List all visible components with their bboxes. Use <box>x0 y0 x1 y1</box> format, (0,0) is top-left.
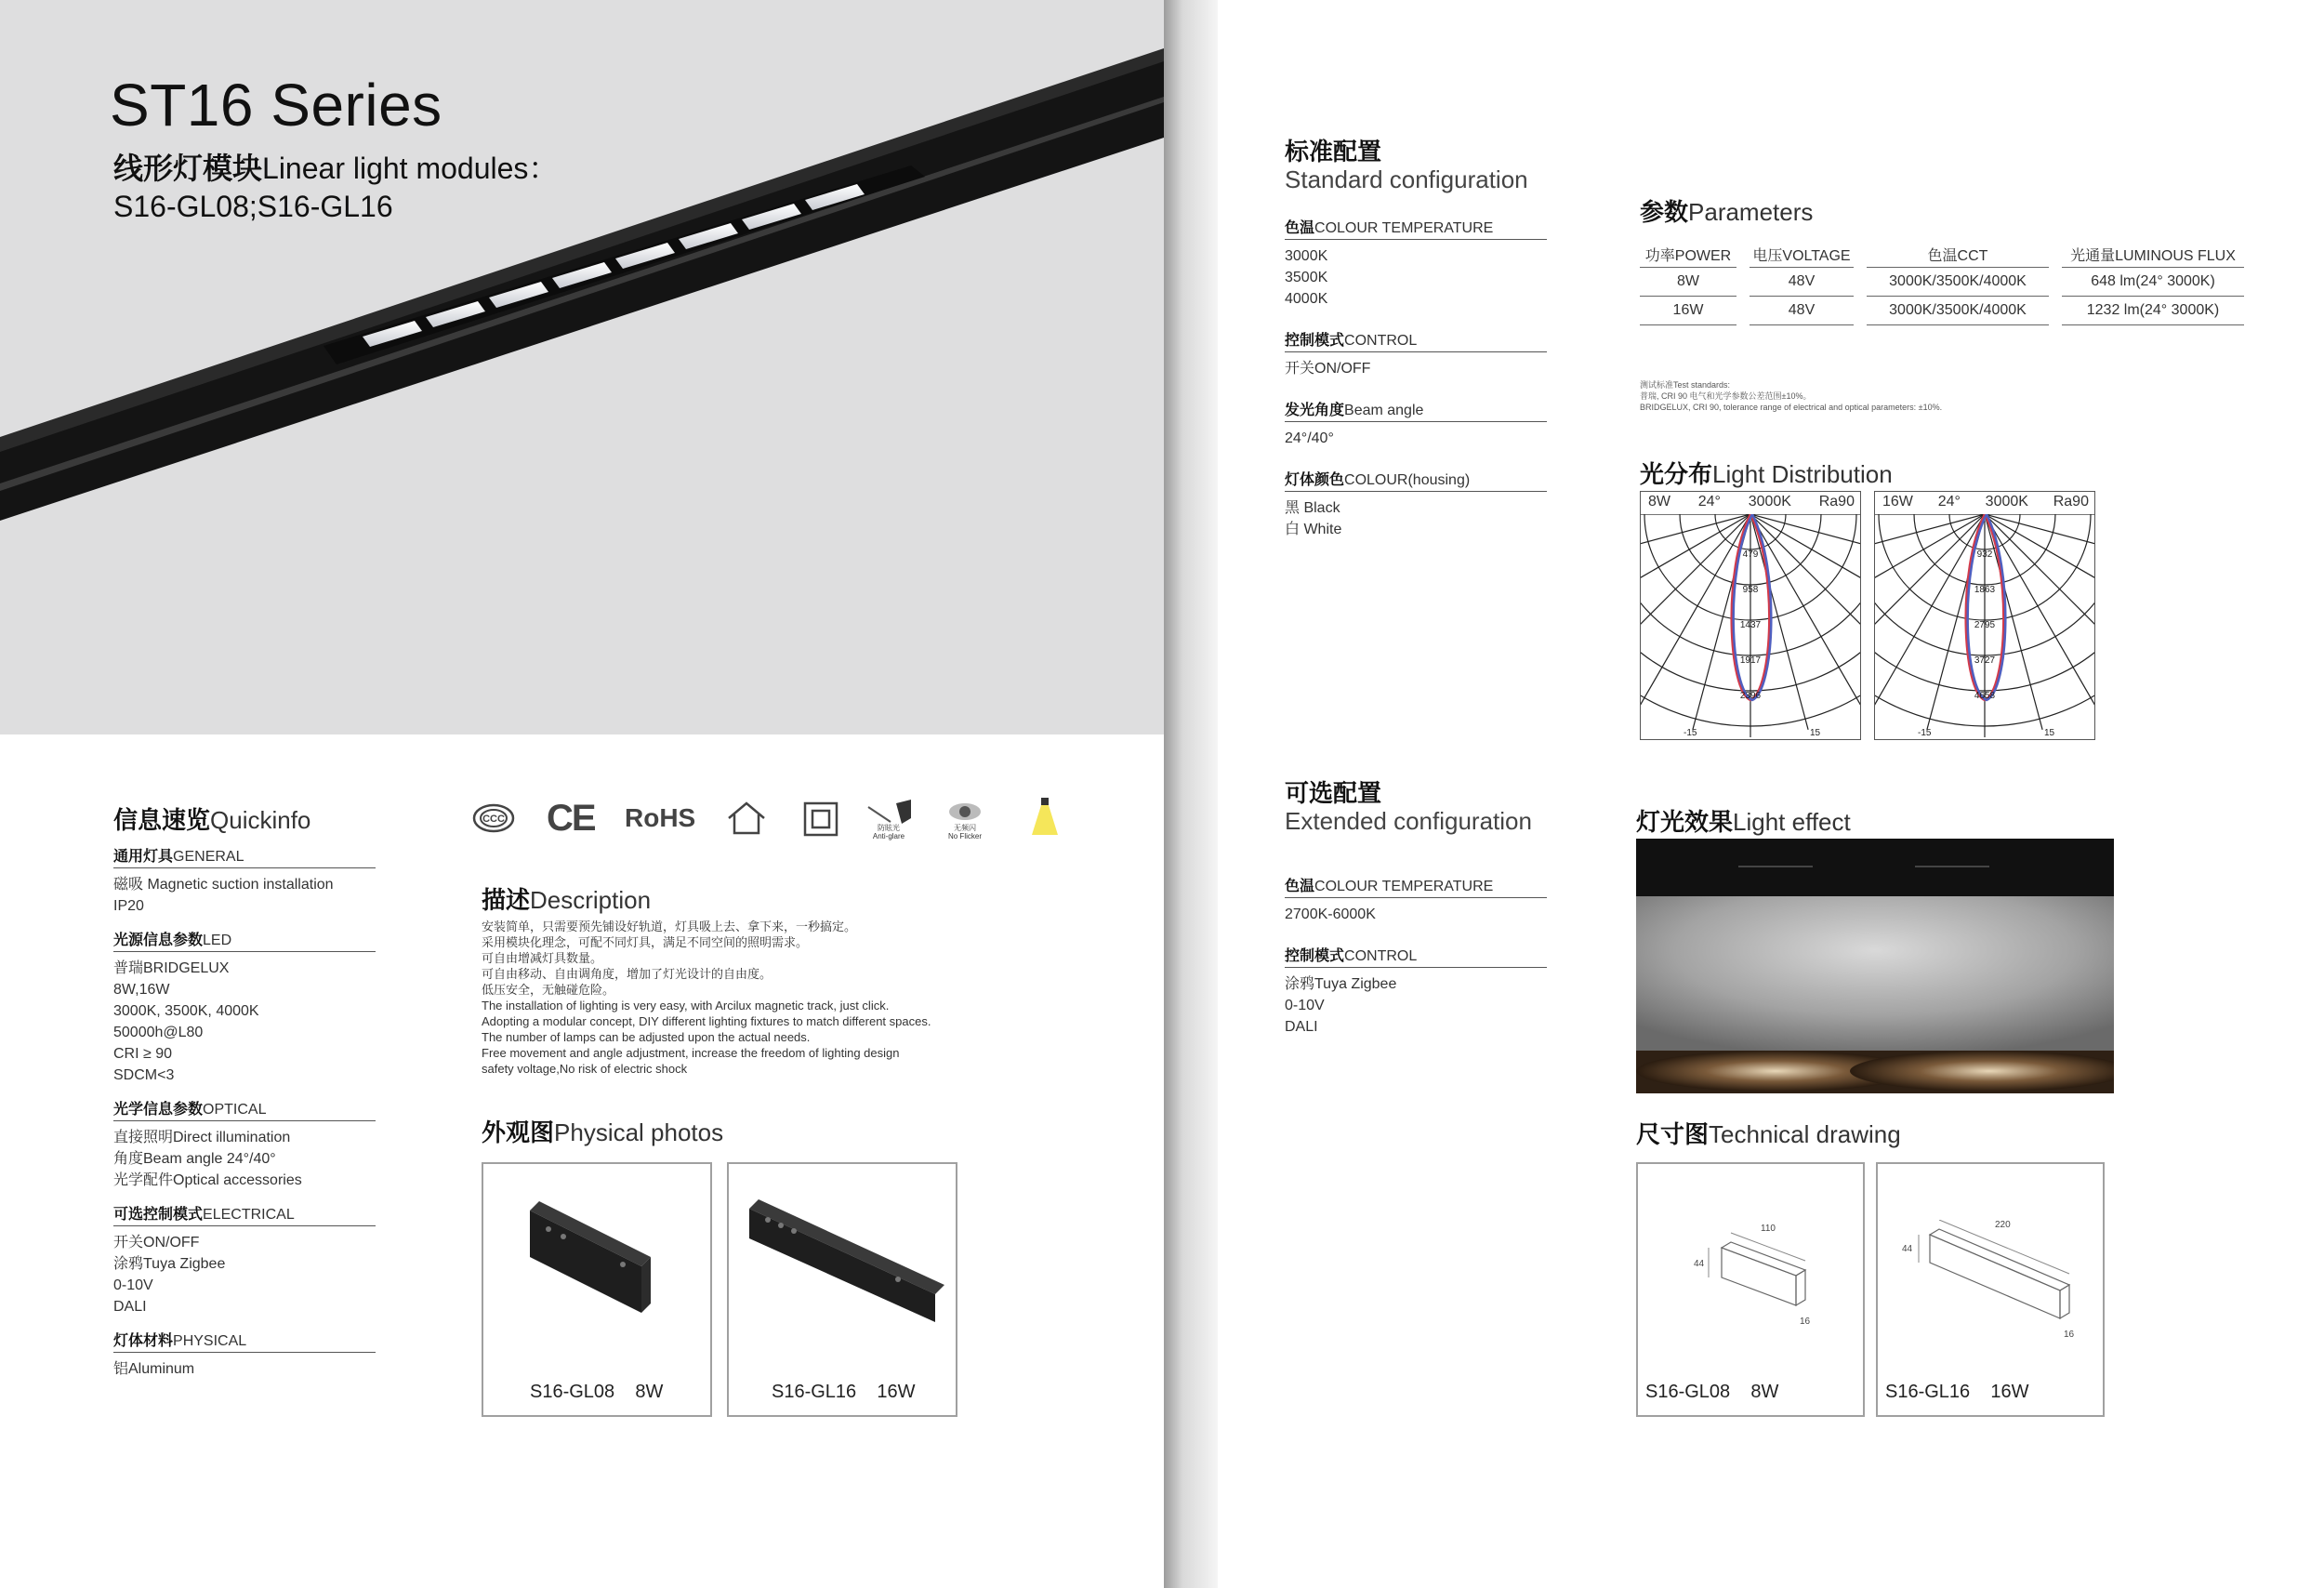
description-line: Free movement and angle adjustment, increase the freedom of lighting design <box>482 1046 900 1060</box>
quickinfo-group-heading: 灯体材料PHYSICAL <box>113 1329 376 1353</box>
quickinfo-line: 角度Beam angle 24°/40° <box>113 1151 276 1167</box>
standard-config-group <box>1285 468 1547 540</box>
angle-label: 15 <box>2044 728 2055 737</box>
standard-config-line: 黑 Black <box>1285 500 1340 516</box>
description-line: 可自由移动、自由调角度，增加了灯光设计的自由度。 <box>482 967 772 981</box>
no-flicker-label: 无频闪 No Flicker <box>947 824 982 840</box>
test-standards-note <box>1640 379 1942 413</box>
ring-label: 3727 <box>1974 655 1996 666</box>
indoor-house-icon <box>725 800 768 837</box>
angle-label: -15 <box>1684 728 1697 737</box>
parameters-header: 色温CCT <box>1867 242 2049 268</box>
rohs-icon: RoHS <box>625 803 696 832</box>
parameters-cell: 8W <box>1640 268 1736 297</box>
description-line: 采用模块化理念，可配不同灯具，满足不同空间的照明需求。 <box>482 935 809 949</box>
extended-config-heading: 可选配置 Extended configuration <box>1285 779 1532 835</box>
ring-label: 4658 <box>1974 691 1996 701</box>
angle-label: -15 <box>1918 728 1932 737</box>
quickinfo-line: DALI <box>113 1299 147 1315</box>
no-flicker-eye-icon <box>946 800 984 824</box>
standard-config-line: 4000K <box>1285 291 1328 307</box>
photo-card-gl16 <box>727 1162 957 1417</box>
quickinfo-line: SDCM<3 <box>113 1067 175 1083</box>
drawing-card-gl16 <box>1876 1162 2105 1417</box>
square-class-icon <box>803 801 838 837</box>
quickinfo-line: IP20 <box>113 898 144 914</box>
parameters-cell: 3000K/3500K/4000K <box>1867 268 2049 297</box>
quickinfo-group-heading: 可选控制模式ELECTRICAL <box>113 1202 376 1226</box>
extended-config-group <box>1285 944 1547 1038</box>
photo-card-gl08 <box>482 1162 712 1417</box>
polar-chart-16W <box>1874 491 2095 740</box>
svg-text:44: 44 <box>1694 1259 1705 1269</box>
light-distribution-charts <box>1640 491 2105 742</box>
extended-config-line: 0-10V <box>1285 998 1325 1013</box>
svg-text:110: 110 <box>1761 1224 1776 1234</box>
parameters-header: 功率POWER <box>1640 242 1736 268</box>
polar-chart-header: 8W 24° 3000K Ra90 <box>1648 494 1855 509</box>
polar-chart-8W <box>1640 491 1861 740</box>
quickinfo-group <box>113 1097 376 1191</box>
polar-grid <box>1875 514 2094 737</box>
subtitle-en: Linear light modules： <box>262 152 559 185</box>
quickinfo-line: 50000h@L80 <box>113 1025 204 1040</box>
light-effect-heading: 灯光效果Light effect <box>1636 808 1851 836</box>
ring-label: 479 <box>1742 549 1759 560</box>
parameters-heading: 参数Parameters <box>1640 198 1814 226</box>
extended-config-group-heading: 控制模式CONTROL <box>1285 944 1547 968</box>
ring-label: 958 <box>1742 585 1759 595</box>
ring-label: 2396 <box>1739 691 1762 701</box>
spotlight-icon <box>1028 798 1062 839</box>
anti-glare-label: 防眩光 Anti-glare <box>872 824 905 840</box>
standard-config-heading: 标准配置 Standard configuration <box>1285 138 1528 193</box>
physical-photos-heading: 外观图Physical photos <box>482 1118 724 1146</box>
page-spine <box>1164 0 1218 1588</box>
drawing-caption-gl08: S16-GL08 8W <box>1645 1382 1779 1402</box>
photo-caption-gl08: S16-GL08 8W <box>530 1382 664 1402</box>
standard-config-line: 开关ON/OFF <box>1285 361 1371 377</box>
quickinfo-group <box>113 928 376 1086</box>
standard-config-group-heading: 控制模式CONTROL <box>1285 328 1547 352</box>
ring-label: 1917 <box>1739 655 1762 666</box>
technical-drawing-gl08 <box>1647 1220 1852 1350</box>
quickinfo-line: 普瑞BRIDGELUX <box>113 960 230 976</box>
standard-config-line: 3500K <box>1285 270 1328 285</box>
subtitle-cn: 线形灯模块 <box>113 152 263 185</box>
quickinfo-group <box>113 1202 376 1317</box>
quickinfo-line: 磁吸 Magnetic suction installation <box>113 877 334 893</box>
quickinfo-line: 开关ON/OFF <box>113 1235 200 1251</box>
quickinfo-heading: 信息速览Quickinfo <box>113 806 311 834</box>
extended-config-group-heading: 色温COLOUR TEMPERATURE <box>1285 874 1547 898</box>
parameters-table <box>1627 242 2257 325</box>
parameters-cell: 48V <box>1750 268 1854 297</box>
quickinfo-line: CRI ≥ 90 <box>113 1046 173 1062</box>
svg-text:CCC: CCC <box>482 814 505 825</box>
quickinfo-line: 铝Aluminum <box>113 1361 195 1377</box>
svg-text:44: 44 <box>1902 1244 1913 1254</box>
parameters-header: 电压VOLTAGE <box>1750 242 1854 268</box>
svg-text:16: 16 <box>1800 1317 1811 1327</box>
parameters-row <box>1640 268 2244 297</box>
quickinfo-line: 0-10V <box>113 1277 153 1293</box>
quickinfo-group-heading: 通用灯具GENERAL <box>113 844 376 868</box>
parameters-cell: 648 lm(24° 3000K) <box>2062 268 2244 297</box>
description-line: The number of lamps can be adjusted upon the actual needs. <box>482 1030 811 1044</box>
parameters-cell: 16W <box>1640 297 1736 325</box>
parameters-header: 光通量LUMINOUS FLUX <box>2062 242 2244 268</box>
description-text <box>482 919 1039 1077</box>
test-standards-line: 普瑞, CRI 90 电气和光学参数公差范围±10%。 <box>1640 391 1812 401</box>
series-title: ST16 Series <box>110 72 442 139</box>
photo-caption-gl16: S16-GL16 16W <box>772 1382 916 1402</box>
parameters-cell: 1232 lm(24° 3000K) <box>2062 297 2244 325</box>
product-photo-gl16 <box>740 1192 950 1322</box>
quickinfo-line: 光学配件Optical accessories <box>113 1172 302 1188</box>
ring-label: 1863 <box>1974 585 1996 595</box>
standard-config-group <box>1285 216 1547 310</box>
standard-config-group <box>1285 398 1547 449</box>
extended-config-line: DALI <box>1285 1019 1318 1035</box>
standard-config-line: 3000K <box>1285 248 1328 264</box>
technical-drawing-heading: 尺寸图Technical drawing <box>1636 1120 1901 1148</box>
technical-drawing-gl16 <box>1887 1220 2092 1350</box>
quickinfo-group <box>113 1329 376 1380</box>
standard-config-group-heading: 色温COLOUR TEMPERATURE <box>1285 216 1547 240</box>
subtitle <box>113 145 558 188</box>
drawing-caption-gl16: S16-GL16 16W <box>1885 1382 2029 1402</box>
c90-curve <box>1968 514 2006 700</box>
extended-config-line: 涂鸦Tuya Zigbee <box>1285 976 1397 992</box>
description-line: Adopting a modular concept, DIY different lighting fixtures to match different spaces. <box>482 1014 931 1028</box>
drawing-card-gl08 <box>1636 1162 1865 1417</box>
svg-text:220: 220 <box>1995 1220 2011 1230</box>
parameters-row <box>1640 297 2244 325</box>
description-line: 低压安全，无触碰危险。 <box>482 983 615 997</box>
standard-config-group-heading: 灯体颜色COLOUR(housing) <box>1285 468 1547 492</box>
product-photo-gl08 <box>511 1192 688 1322</box>
ring-label: 932 <box>1976 549 1993 560</box>
quickinfo-line: 直接照明Direct illumination <box>113 1130 291 1145</box>
parameters-cell: 3000K/3500K/4000K <box>1867 297 2049 325</box>
quickinfo-group-heading: 光学信息参数OPTICAL <box>113 1097 376 1121</box>
angle-label: 15 <box>1810 728 1821 737</box>
quickinfo-line: 3000K, 3500K, 4000K <box>113 1003 259 1019</box>
standard-config-group-heading: 发光角度Beam angle <box>1285 398 1547 422</box>
extended-config-line: 2700K-6000K <box>1285 906 1376 922</box>
test-standards-line: 测试标准Test standards: <box>1640 380 1731 390</box>
description-line: safety voltage,No risk of electric shock <box>482 1062 688 1076</box>
test-standards-line: BRIDGELUX, CRI 90, tolerance range of electrical and optical parameters: ±10%. <box>1640 403 1943 412</box>
light-effect-photo <box>1636 839 2114 1093</box>
ccc-icon <box>472 801 515 835</box>
description-line: 可自由增减灯具数量。 <box>482 951 603 965</box>
description-heading: 描述Description <box>482 886 652 914</box>
quickinfo-line: 8W,16W <box>113 982 170 998</box>
standard-config-group <box>1285 328 1547 379</box>
extended-config-group <box>1285 874 1547 925</box>
quickinfo-group <box>113 844 376 917</box>
polar-grid <box>1641 514 1860 737</box>
c90-curve <box>1734 514 1772 700</box>
light-distribution-heading: 光分布Light Distribution <box>1640 460 1893 488</box>
ce-icon: CE <box>547 798 595 839</box>
parameters-cell: 48V <box>1750 297 1854 325</box>
description-line: The installation of lighting is very easy, with Arcilux magnetic track, just click. <box>482 999 890 1012</box>
svg-text:16: 16 <box>2064 1330 2075 1340</box>
model-list: S16-GL08;S16-GL16 <box>113 190 393 223</box>
quickinfo-group-heading: 光源信息参数LED <box>113 928 376 952</box>
polar-chart-header: 16W 24° 3000K Ra90 <box>1882 494 2089 509</box>
ring-label: 1437 <box>1739 620 1762 630</box>
standard-config-line: 白 White <box>1285 522 1342 537</box>
standard-config-line: 24°/40° <box>1285 430 1334 446</box>
ring-label: 2795 <box>1974 620 1996 630</box>
description-line: 安装简单，只需要预先铺设好轨道，灯具吸上去、拿下来，一秒搞定。 <box>482 920 857 933</box>
cert-icons <box>472 798 1067 854</box>
quickinfo-line: 涂鸦Tuya Zigbee <box>113 1256 226 1272</box>
